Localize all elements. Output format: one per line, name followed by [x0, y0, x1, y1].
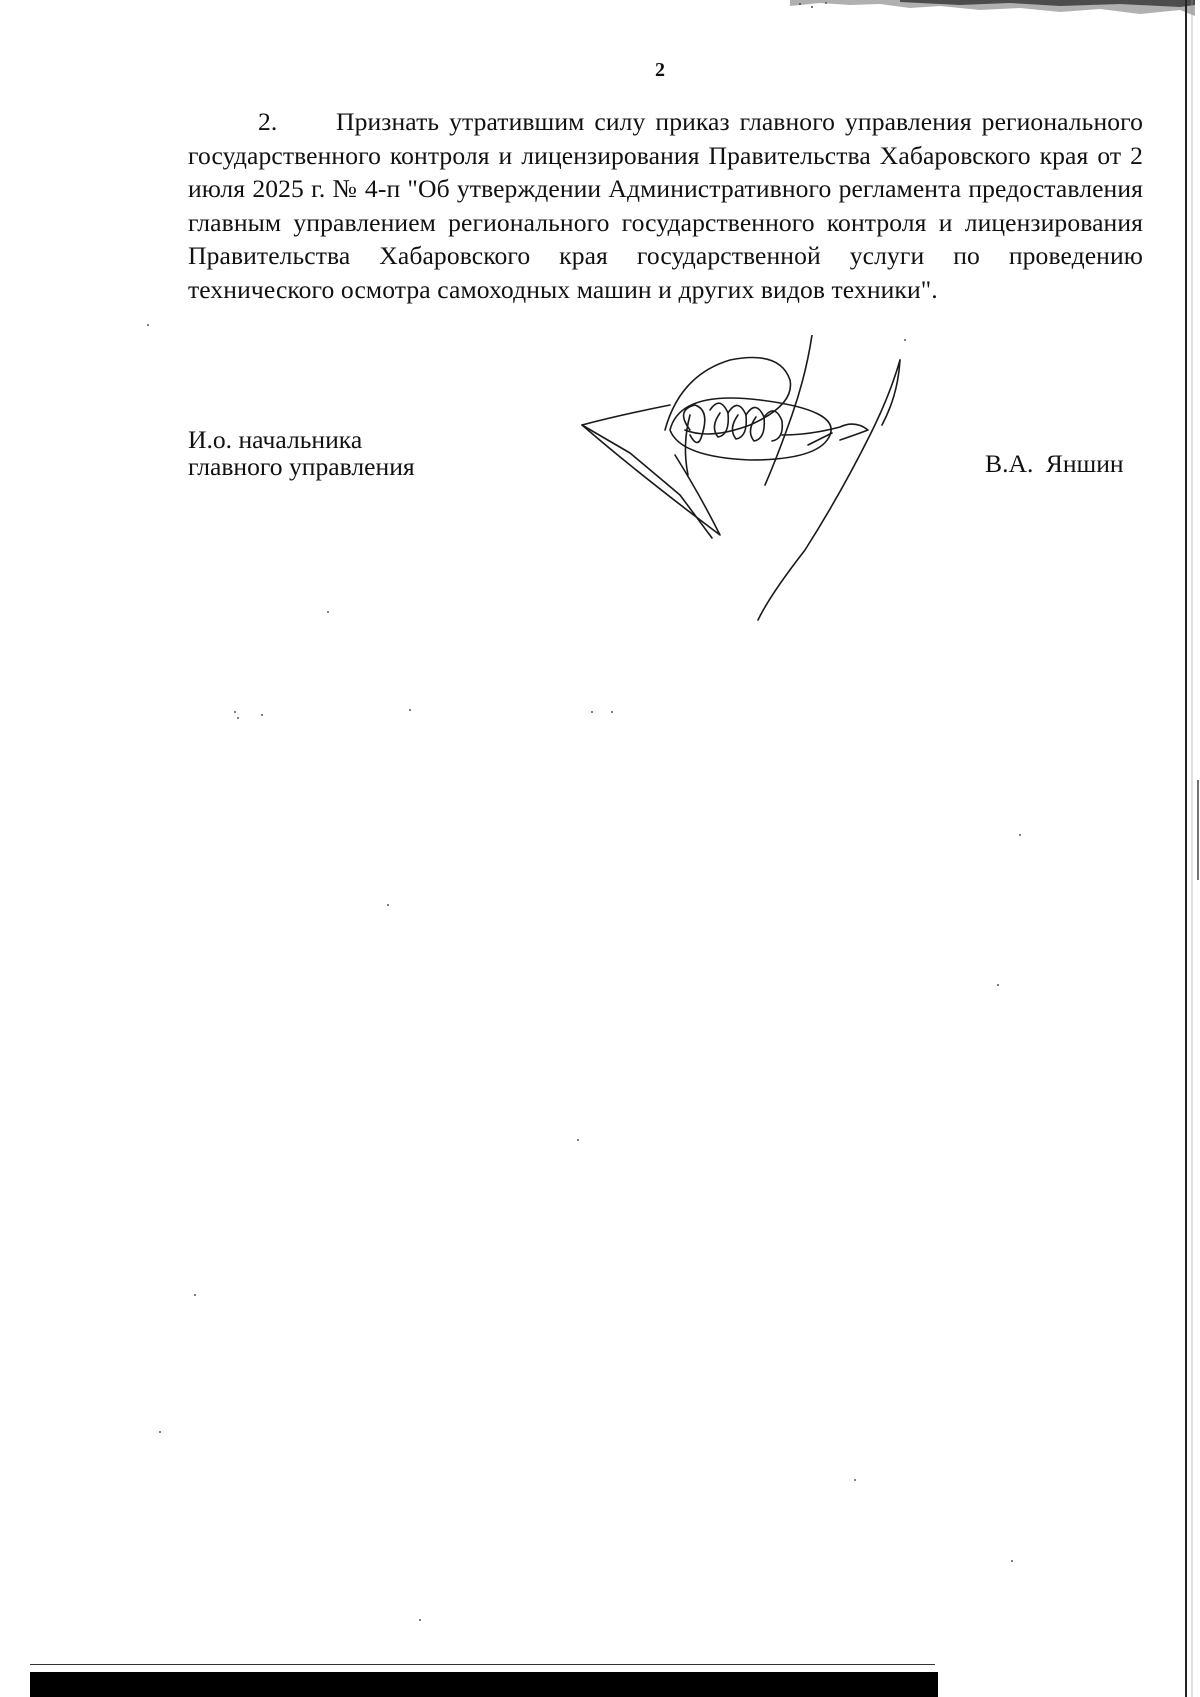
- signer-position: [188, 426, 415, 480]
- scan-bottom-rule: [30, 1664, 935, 1665]
- handwritten-signature: [570, 335, 950, 625]
- paragraph-2: [188, 105, 1143, 306]
- scan-page-edge: [1183, 0, 1200, 1697]
- paragraph-number: 2.: [258, 107, 278, 136]
- paragraph-text: Признать утратившим силу приказ главного управления регионального государственного контроля и лицензирования Правительства Хабаровского края от 2 июля 2025 г. № 4-п "Об утверждении Административного регламента предоставления главным управлением регионального государственного контроля и лицензирования Правительства Хабаровского края государственной услуги по проведению технического осмотра самоходных машин и других видов техники".: [188, 107, 1143, 304]
- signer-name: В.А. Яншин: [985, 449, 1124, 478]
- signer-position-line-2: главного управления: [188, 452, 415, 481]
- page-number: 2: [655, 59, 665, 81]
- signer-position-line-1: И.о. начальника: [188, 425, 363, 454]
- scan-smudge-top: [0, 0, 1200, 20]
- scan-bottom-bar: [30, 1672, 938, 1697]
